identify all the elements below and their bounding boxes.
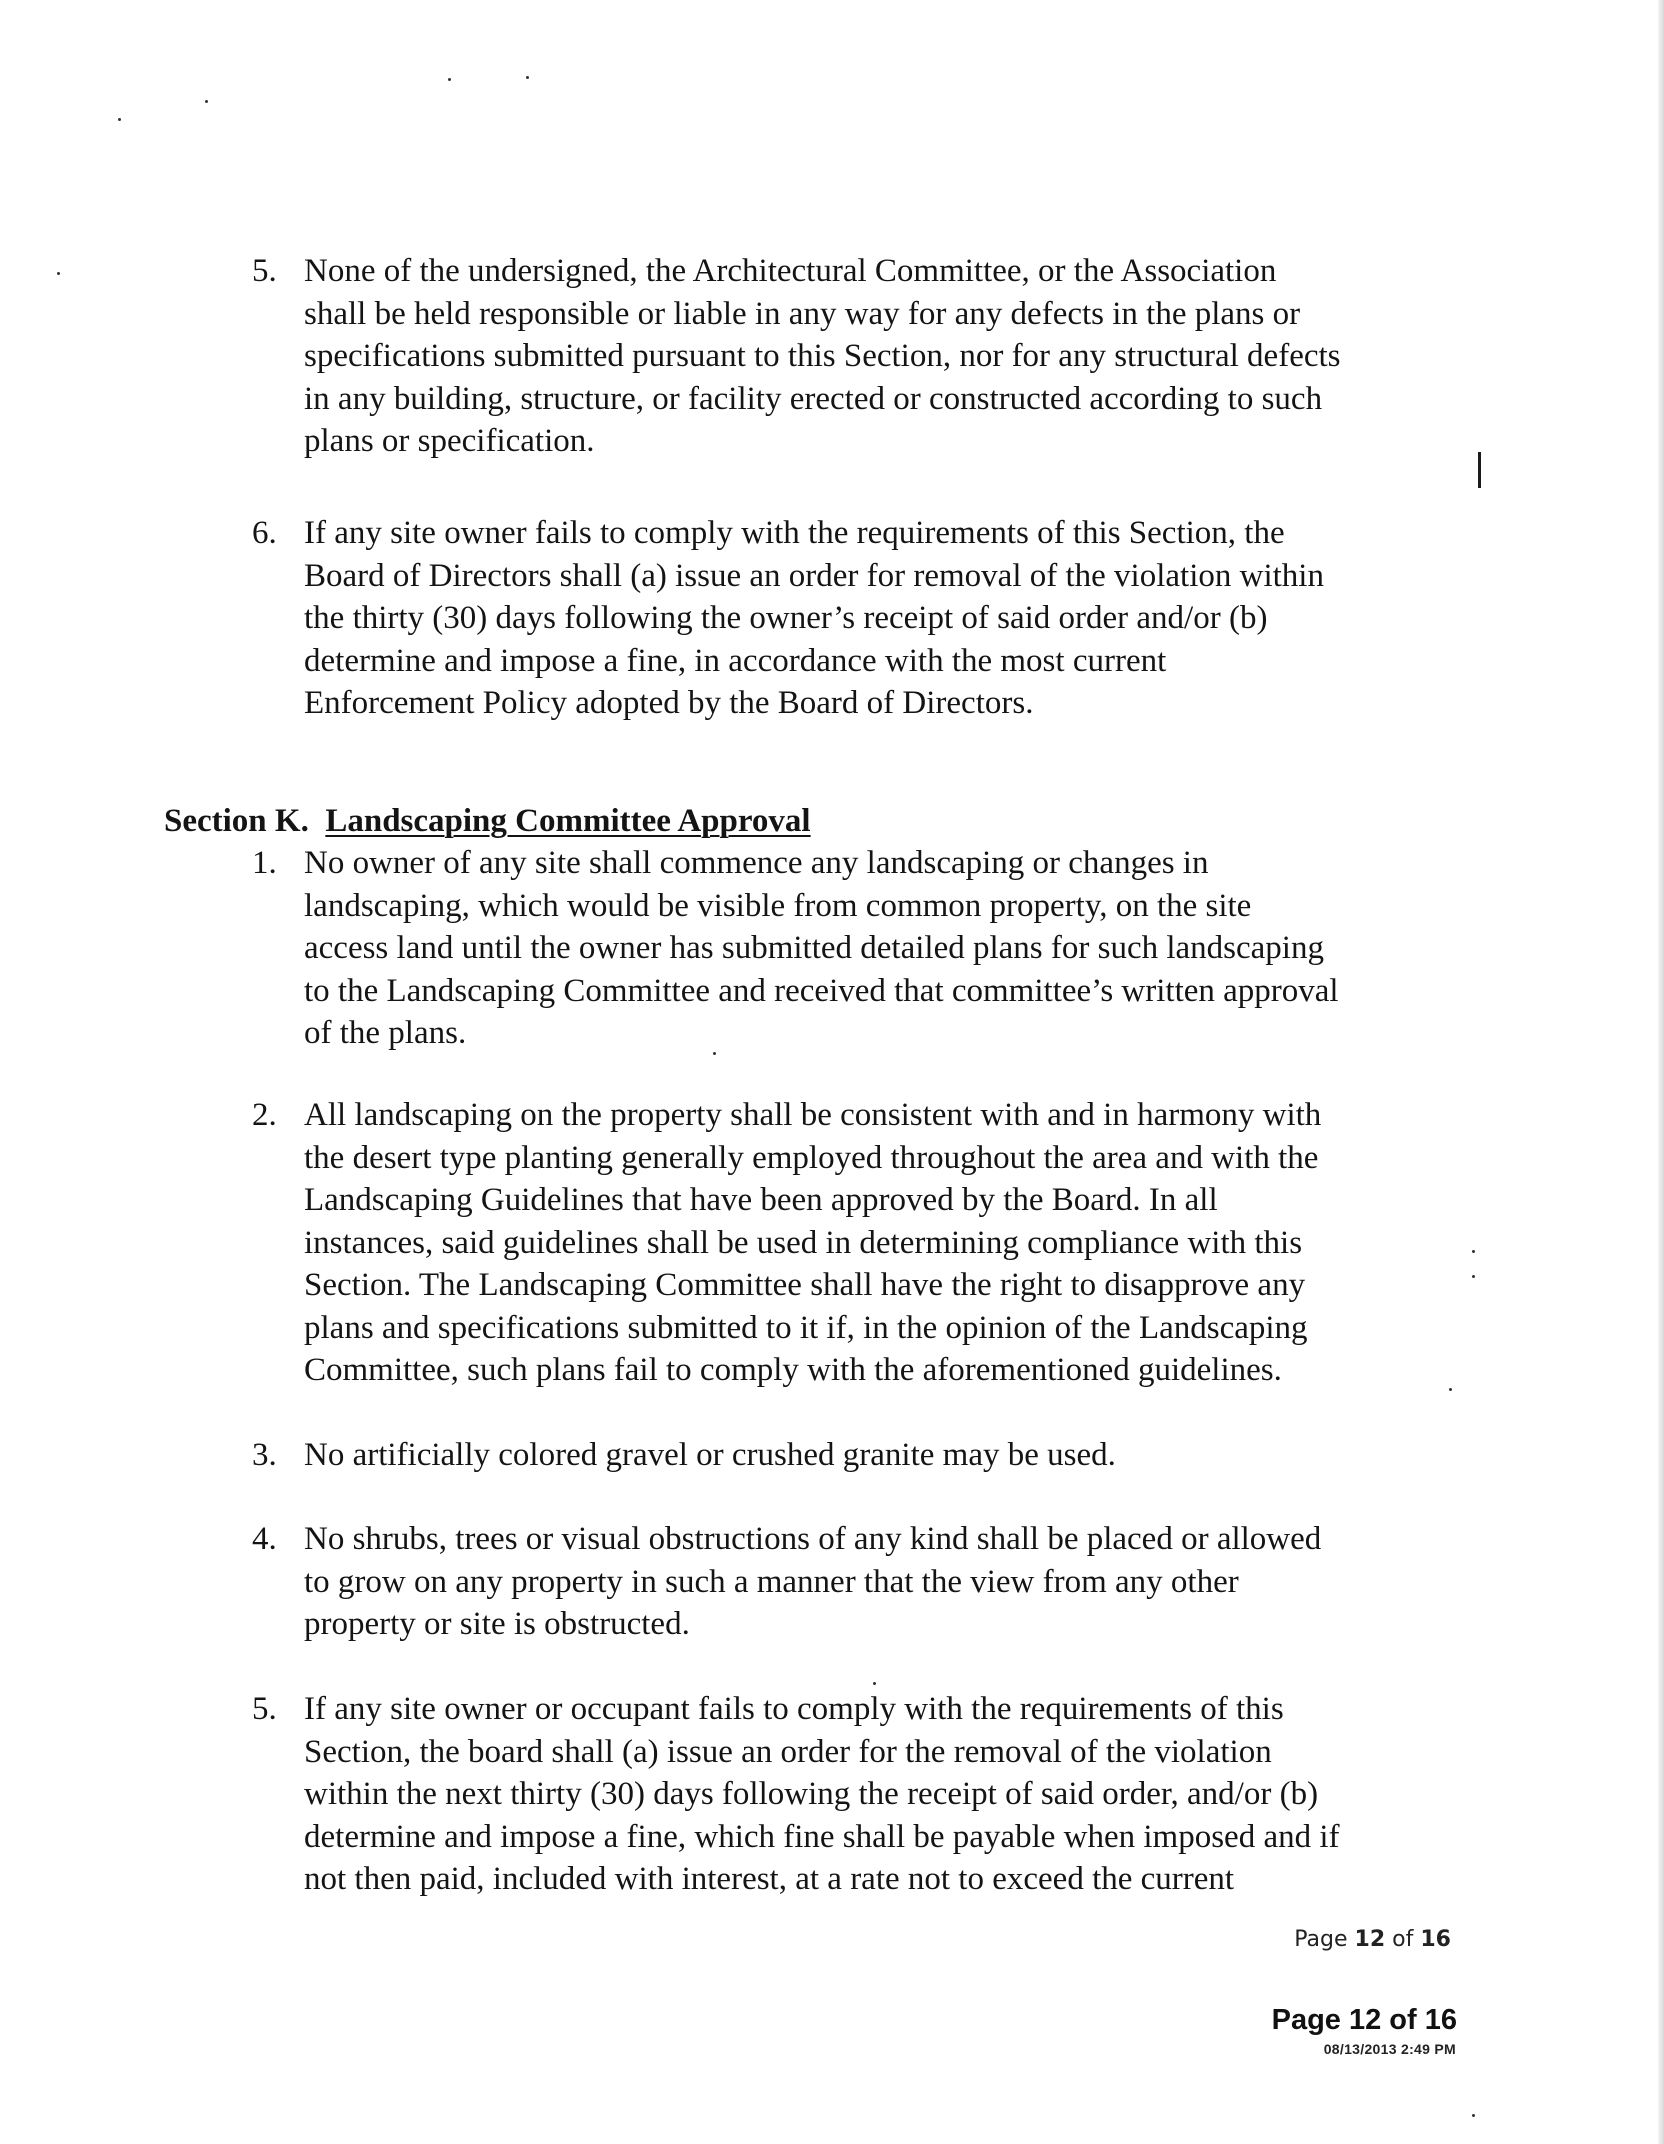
list-item xyxy=(252,1518,1472,1648)
item-text: No shrubs, trees or visual obstructions of any kind shall be placed or allowed to grow on any property in such a manner that the view from any other property or site is obstructed. xyxy=(304,1521,1322,1642)
scan-speck xyxy=(118,118,121,121)
scan-speck xyxy=(873,1682,876,1685)
scan-speck xyxy=(1472,2114,1475,2117)
item-text: If any site owner fails to comply with the requirements of this Section, the Board of Directors shall (a) issue an order for removal of the violation within the thirty (30) days following the owner’s receipt of said order and/or (b) determine and impose a fine, in accordance with the most current Enforcement Policy adopted by the Board of Directors. xyxy=(304,515,1324,721)
item-number: 6. xyxy=(252,515,277,551)
scan-speck xyxy=(526,76,529,79)
item-number: 1. xyxy=(252,845,277,881)
scan-speck xyxy=(205,100,208,103)
list-item xyxy=(252,1688,1472,1903)
timestamp-stamp: 08/13/2013 2:49 PM xyxy=(1323,2041,1456,2057)
list-item xyxy=(252,1434,1472,1479)
item-text: No artificially colored gravel or crushed granite may be used. xyxy=(304,1437,1116,1473)
item-number: 5. xyxy=(252,253,277,289)
page-current: 12 xyxy=(1354,1927,1386,1952)
item-number: 3. xyxy=(252,1437,277,1473)
item-number: 2. xyxy=(252,1097,277,1133)
list-item xyxy=(252,842,1472,1057)
list-item xyxy=(252,1094,1472,1394)
section-title: Landscaping Committee Approval xyxy=(325,803,811,839)
item-text: None of the undersigned, the Architectural Committee, or the Association shall be held responsible or liable in any way for any defects in the plans or specifications submitted pursuant to this Section, nor for any structural defects in any building, structure, or facility erected or constructed according to such plans or specification. xyxy=(304,253,1341,459)
section-label: Section K. xyxy=(164,803,309,839)
item-number: 4. xyxy=(252,1521,277,1557)
page-total: 16 xyxy=(1420,1927,1451,1952)
page-of: of xyxy=(1385,1927,1421,1952)
section-heading xyxy=(164,800,811,842)
scan-speck xyxy=(57,272,60,275)
scan-speck xyxy=(448,78,451,81)
item-text: All landscaping on the property shall be consistent with and in harmony with the desert type planting generally employed throughout the area and with the Landscaping Guidelines that have been approved by the Board. In all instances, said guidelines shall be used in determining compliance with this Section. The Landscaping Committee shall have the right to disapprove any plans and specifications submitted to it if, in the opinion of the Landscaping Committee, such plans fail to comply with the aforementioned guidelines. xyxy=(304,1097,1322,1388)
item-number: 5. xyxy=(252,1691,277,1727)
page-number-small xyxy=(1294,1927,1451,1952)
item-text: If any site owner or occupant fails to comply with the requirements of this Section, the board shall (a) issue an order for the removal of the violation within the next thirty (30) days following the receipt of said order, and/or (b) determine and impose a fine, which fine shall be payable when imposed and if not then paid, included with interest, at a rate not to exceed the current xyxy=(304,1691,1340,1897)
list-item xyxy=(252,250,1472,465)
list-item xyxy=(252,512,1472,727)
page-prefix: Page xyxy=(1294,1927,1355,1952)
item-text: No owner of any site shall commence any landscaping or changes in landscaping, which would be visible from common property, on the site access land until the owner has submitted detailed plans for such landscaping to the Landscaping Committee and received that committee’s written approval of the plans. xyxy=(304,845,1339,1051)
scan-edge xyxy=(1658,0,1664,2144)
page-number-stamp: Page 12 of 16 xyxy=(1271,2004,1457,2036)
